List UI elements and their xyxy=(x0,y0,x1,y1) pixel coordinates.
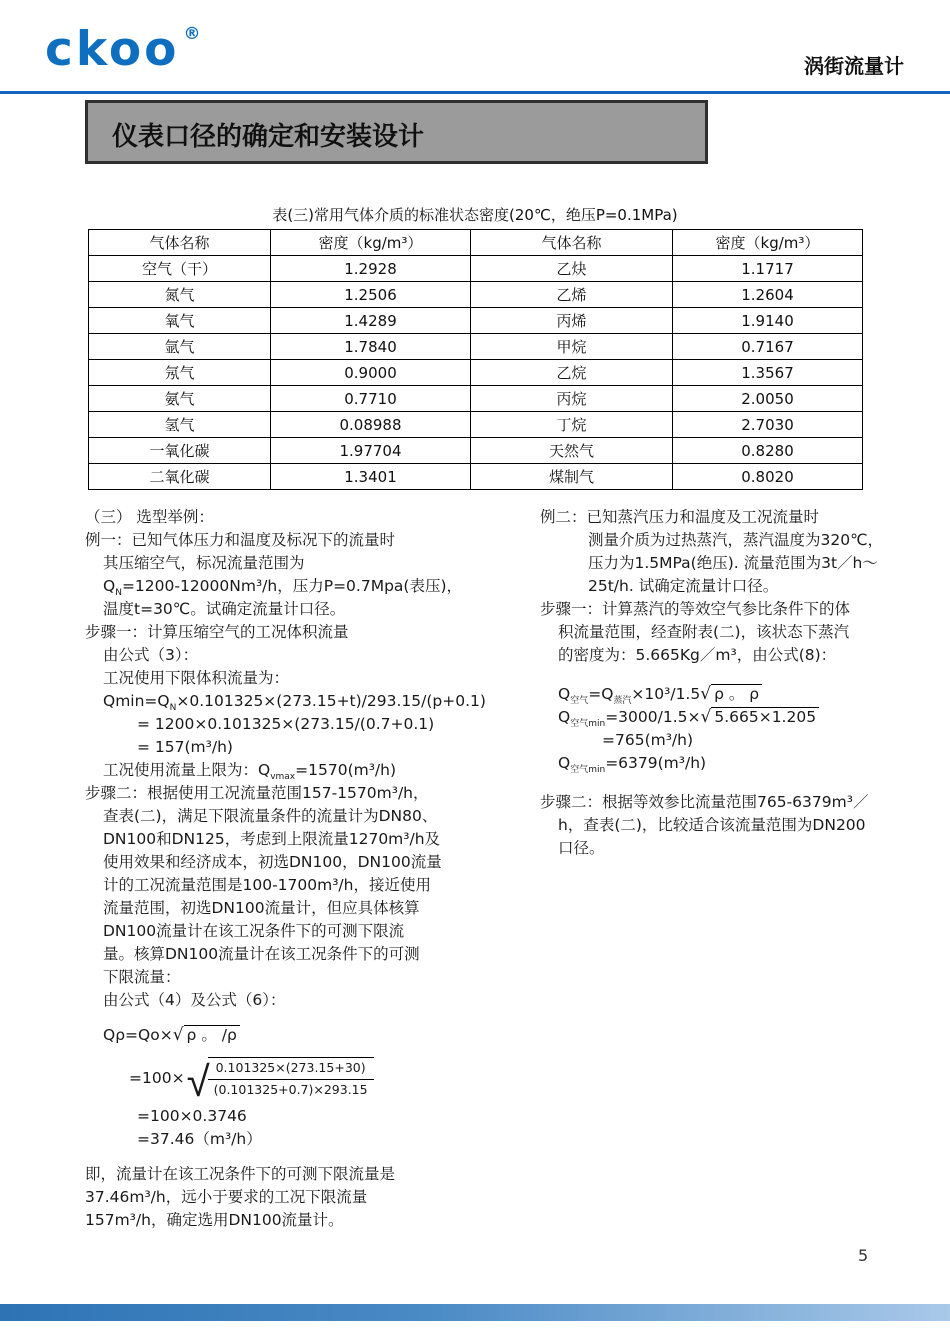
radical-sign: √ xyxy=(172,1025,184,1045)
table-cell: 一氧化碳 xyxy=(89,438,271,464)
table-cell: 甲烷 xyxy=(471,334,673,360)
fraction-denominator: (0.101325+0.7)×293.15 xyxy=(213,1081,368,1097)
text-line: =765(m³/h) xyxy=(602,731,694,749)
gas-table-body xyxy=(89,256,863,490)
formula-text: Q xyxy=(103,577,116,595)
table-cell: 丙烷 xyxy=(471,386,673,412)
header-divider xyxy=(0,91,950,94)
table-header-cell: 密度（kg/m³） xyxy=(271,230,471,256)
text-line xyxy=(85,690,497,713)
fraction-numerator: 0.101325×(273.15+30) xyxy=(208,1058,374,1080)
formula-text: 空气min xyxy=(570,719,606,730)
text-line: 步骤一：计算压缩空气的工况体积流量 xyxy=(85,623,349,641)
formula-text: Q xyxy=(558,685,571,703)
text-line xyxy=(540,706,936,729)
radicand: 5.665×1.205 xyxy=(711,707,819,726)
text-line: 查表(二)，满足下限流量条件的流量计为DN80、 xyxy=(103,807,438,825)
table-row xyxy=(89,438,863,464)
text-line xyxy=(85,759,497,782)
text-line: =100×0.3746 xyxy=(137,1106,247,1125)
table-header-row xyxy=(89,230,863,256)
formula-text: N xyxy=(115,588,122,599)
radical-sign: √ xyxy=(186,1056,210,1106)
table-row xyxy=(89,412,863,438)
page-number: 5 xyxy=(858,1246,869,1265)
table-cell: 乙烷 xyxy=(471,360,673,386)
table-cell: 1.3401 xyxy=(271,464,471,490)
table-header-cell: 气体名称 xyxy=(471,230,673,256)
text-line: = 1200×0.101325×(273.15/(0.7+0.1) xyxy=(137,715,435,733)
table-cell: 空气（干） xyxy=(89,256,271,282)
text-line: DN100流量计在该工况条件下的可测下限流 xyxy=(103,922,405,940)
formula-line xyxy=(85,1056,497,1106)
table-cell: 煤制气 xyxy=(471,464,673,490)
gas-density-table xyxy=(88,229,863,490)
table-cell: 1.3567 xyxy=(673,360,863,386)
table-caption: 表(三)常用气体介质的标准状态密度(20℃，绝压P=0.1MPa) xyxy=(272,206,678,224)
text-line: 157m³/h，确定选用DN100流量计。 xyxy=(85,1210,344,1229)
text-line: 量。核算DN100流量计在该工况条件下的可测 xyxy=(103,945,420,963)
text-line: 由公式（4）及公式（6）： xyxy=(103,991,286,1009)
text-line: DN100和DN125，考虑到上限流量1270m³/h及 xyxy=(103,830,441,848)
text-line: h，查表(二)，比较适合该流量范围为DN200 xyxy=(558,816,866,834)
table-cell: 丙烯 xyxy=(471,308,673,334)
table-row xyxy=(89,464,863,490)
text-line: 使用效果和经济成本，初选DN100，DN100流量 xyxy=(103,853,442,871)
table-cell: 1.2506 xyxy=(271,282,471,308)
table-cell: 0.7710 xyxy=(271,386,471,412)
text-line: 流量范围，初选DN100流量计，但应具体核算 xyxy=(103,899,420,917)
brand-logo xyxy=(45,22,201,77)
text-line xyxy=(85,1024,497,1047)
formula-text: 空气min xyxy=(570,765,606,776)
formula-text: N xyxy=(169,703,177,714)
text-line: 25t/h. 试确定流量计口径。 xyxy=(588,577,779,595)
text-line: 下限流量： xyxy=(103,968,181,986)
formula-text: =6379(m³/h) xyxy=(605,754,707,772)
text-line xyxy=(85,575,497,598)
radical-sign: √ xyxy=(700,684,712,704)
table-cell: 丁烷 xyxy=(471,412,673,438)
formula-text: Qmin=Q xyxy=(103,692,170,710)
formula-text: 蒸汽 xyxy=(613,696,632,707)
text-line: 口径。 xyxy=(558,839,605,857)
text-line xyxy=(540,752,936,775)
table-cell: 氧气 xyxy=(89,308,271,334)
radicand: ρ 。 ρ xyxy=(711,684,762,703)
text-line: 步骤二：根据使用工况流量范围157-1570m³/h， xyxy=(85,784,429,802)
formula-text: ×10³/1.5 xyxy=(631,685,701,703)
table-cell: 1.97704 xyxy=(271,438,471,464)
table-cell: 1.9140 xyxy=(673,308,863,334)
formula-text: ×0.101325×(273.15+t)/293.15/(p+0.1) xyxy=(176,692,486,710)
formula-text: =Q xyxy=(588,685,614,703)
fraction xyxy=(208,1057,374,1101)
radicand: ρ 。 /ρ xyxy=(184,1025,240,1044)
table-header-cell: 密度（kg/m³） xyxy=(673,230,863,256)
footer-bar xyxy=(0,1304,950,1321)
radical-sign: √ xyxy=(700,707,712,727)
table-cell: 0.7167 xyxy=(673,334,863,360)
section-title: 仪表口径的确定和安装设计 xyxy=(112,122,425,152)
formula-text: vmax xyxy=(270,772,296,783)
formula-text: Qρ=Qo× xyxy=(103,1026,173,1044)
text-line: 其压缩空气，标况流量范围为 xyxy=(103,554,305,572)
text-line: =37.46（m³/h） xyxy=(137,1129,262,1148)
text-line: （三） 选型举例： xyxy=(85,508,214,526)
table-cell: 二氧化碳 xyxy=(89,464,271,490)
table-cell: 1.1717 xyxy=(673,256,863,282)
table-row xyxy=(89,334,863,360)
text-line: 测量介质为过热蒸汽，蒸汽温度为320℃， xyxy=(588,531,883,549)
formula-text: 空气 xyxy=(570,696,589,707)
table-cell: 氮气 xyxy=(89,282,271,308)
formula-text: =1570(m³/h) xyxy=(295,761,397,779)
text-line: 压力为1.5MPa(绝压). 流量范围为3t／h～ xyxy=(588,554,878,572)
text-line xyxy=(540,683,936,706)
text-line: 例二：已知蒸汽压力和温度及工况流量时 xyxy=(540,508,820,526)
text-column-right xyxy=(540,506,936,860)
table-cell: 2.0050 xyxy=(673,386,863,412)
table-row xyxy=(89,282,863,308)
text-line: 步骤二：根据等效参比流量范围765-6379m³／ xyxy=(540,793,869,811)
section-title-box xyxy=(85,100,708,164)
table-row xyxy=(89,256,863,282)
table-cell: 1.4289 xyxy=(271,308,471,334)
table-cell: 0.8280 xyxy=(673,438,863,464)
table-cell: 0.9000 xyxy=(271,360,471,386)
formula-text: =100× xyxy=(129,1069,185,1088)
text-line: 即，流量计在该工况条件下的可测下限流量是 xyxy=(85,1164,396,1183)
text-line: 步骤一：计算蒸汽的等效空气参比条件下的体 xyxy=(540,600,851,618)
table-row xyxy=(89,360,863,386)
brand-logo-text: ckoo xyxy=(45,22,180,77)
table-row xyxy=(89,386,863,412)
table-cell: 1.2604 xyxy=(673,282,863,308)
text-line: 计的工况流量范围是100-1700m³/h，接近使用 xyxy=(103,876,431,894)
document-title: 涡街流量计 xyxy=(804,54,904,78)
table-cell: 2.7030 xyxy=(673,412,863,438)
text-line: 工况使用下限体积流量为： xyxy=(103,669,290,687)
formula-text: 工况使用流量上限为：Q xyxy=(103,761,271,779)
table-cell: 1.2928 xyxy=(271,256,471,282)
text-line: = 157(m³/h) xyxy=(137,738,233,756)
table-cell: 1.7840 xyxy=(271,334,471,360)
table-row xyxy=(89,308,863,334)
table-cell: 氩气 xyxy=(89,334,271,360)
table-cell: 0.8020 xyxy=(673,464,863,490)
formula-text: =3000/1.5× xyxy=(605,708,701,726)
table-cell: 天然气 xyxy=(471,438,673,464)
text-line: 由公式（3）： xyxy=(103,646,199,664)
registered-trademark-icon: ® xyxy=(183,24,201,44)
text-line: 的密度为：5.665Kg／m³，由公式(8)： xyxy=(558,646,837,664)
text-line: 积流量范围，经查附表(二)，该状态下蒸汽 xyxy=(558,623,850,641)
table-cell: 0.08988 xyxy=(271,412,471,438)
formula-text: Q xyxy=(558,708,571,726)
text-line: 温度t=30℃。试确定流量计口径。 xyxy=(103,600,346,618)
table-cell: 乙烯 xyxy=(471,282,673,308)
table-cell: 氨气 xyxy=(89,386,271,412)
text-column-left xyxy=(85,506,497,1232)
table-cell: 氢气 xyxy=(89,412,271,438)
text-line: 37.46m³/h，远小于要求的工况下限流量 xyxy=(85,1187,368,1206)
table-cell: 氖气 xyxy=(89,360,271,386)
text-line: 例一：已知气体压力和温度及标况下的流量时 xyxy=(85,531,396,549)
table-header-cell: 气体名称 xyxy=(89,230,271,256)
table-cell: 乙炔 xyxy=(471,256,673,282)
formula-text: Q xyxy=(558,754,571,772)
formula-text: =1200-12000Nm³/h，压力P=0.7Mpa(表压)， xyxy=(121,577,463,595)
